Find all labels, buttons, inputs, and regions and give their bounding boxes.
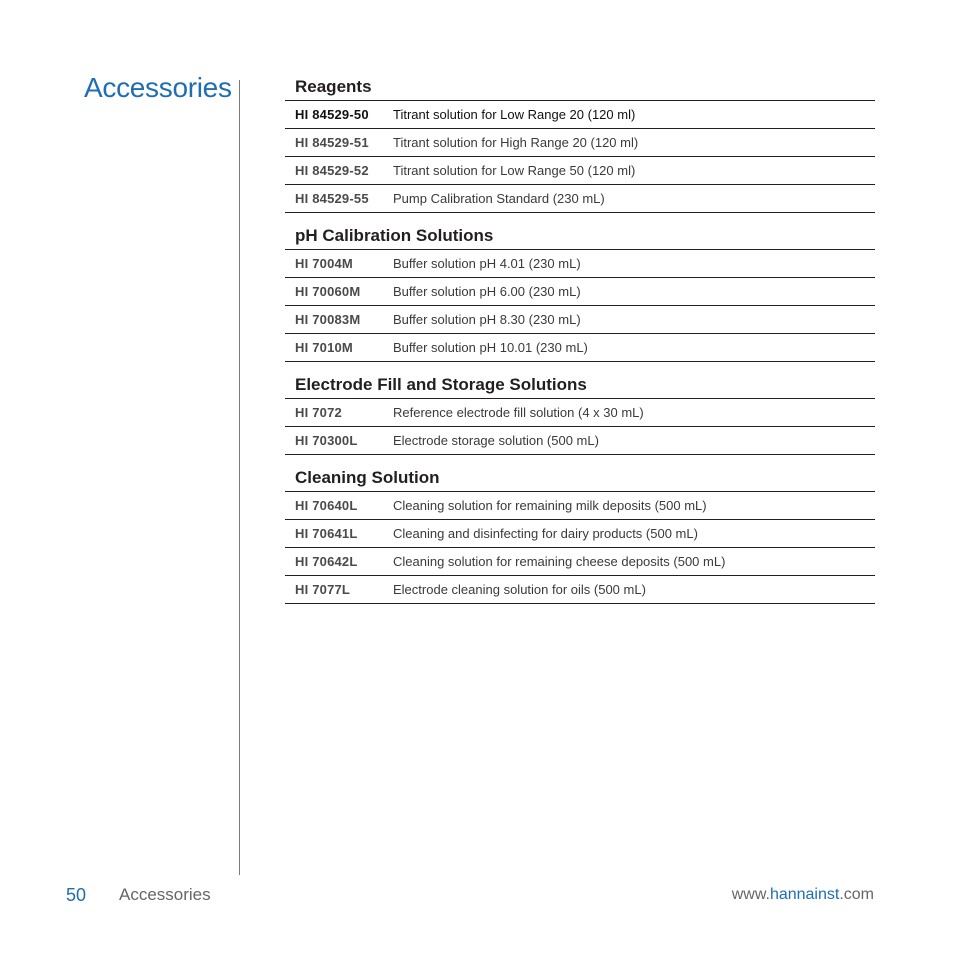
product-code: HI 70641L (295, 526, 358, 541)
product-description: Electrode cleaning solution for oils (500 mL) (393, 582, 646, 597)
section-reagents (285, 76, 875, 213)
section-electrode-fill-storage (285, 374, 875, 455)
product-description: Buffer solution pH 6.00 (230 mL) (393, 284, 581, 299)
table-row (285, 250, 875, 278)
footer-website-link[interactable] (732, 886, 874, 904)
table-row (285, 157, 875, 185)
product-code: HI 70300L (295, 433, 358, 448)
table-row (285, 427, 875, 455)
product-description: Cleaning solution for remaining cheese deposits (500 mL) (393, 554, 726, 569)
table-row (285, 101, 875, 129)
product-description: Electrode storage solution (500 mL) (393, 433, 599, 448)
product-code: HI 7072 (295, 405, 342, 420)
accessories-list (285, 76, 875, 604)
product-description: Reference electrode fill solution (4 x 30 mL) (393, 405, 644, 420)
table-row (285, 548, 875, 576)
section-title: Cleaning Solution (285, 467, 875, 492)
url-suffix: .com (839, 886, 874, 903)
product-code: HI 70640L (295, 498, 358, 513)
product-code: HI 84529-51 (295, 135, 369, 150)
product-code: HI 84529-50 (295, 107, 369, 122)
product-code: HI 7077L (295, 582, 351, 597)
url-brand: hannainst (769, 886, 840, 903)
section-title: Reagents (285, 76, 875, 101)
section-ph-calibration (285, 225, 875, 362)
page-number: 50 (66, 885, 87, 905)
table-row (285, 185, 875, 213)
product-code: HI 70083M (295, 312, 361, 327)
product-description: Cleaning and disinfecting for dairy products (500 mL) (393, 526, 698, 541)
product-description: Pump Calibration Standard (230 mL) (393, 191, 605, 206)
product-code: HI 84529-52 (295, 163, 369, 178)
table-row (285, 520, 875, 548)
product-description: Buffer solution pH 10.01 (230 mL) (393, 340, 588, 355)
footer-section-label: Accessories (119, 885, 211, 904)
product-code: HI 84529-55 (295, 191, 369, 206)
table-row (285, 399, 875, 427)
section-title: Electrode Fill and Storage Solutions (285, 374, 875, 399)
product-description: Titrant solution for High Range 20 (120 ml) (393, 135, 639, 150)
section-title: pH Calibration Solutions (285, 225, 875, 250)
product-code: HI 70642L (295, 554, 358, 569)
product-code: HI 7010M (295, 340, 353, 355)
product-code: HI 70060M (295, 284, 361, 299)
table-row (285, 129, 875, 157)
product-code: HI 7004M (295, 256, 353, 271)
section-cleaning-solution (285, 467, 875, 604)
product-description: Buffer solution pH 4.01 (230 mL) (393, 256, 581, 271)
page-title: Accessories (84, 72, 232, 103)
vertical-divider (239, 80, 240, 875)
product-description: Buffer solution pH 8.30 (230 mL) (393, 312, 581, 327)
table-row (285, 576, 875, 604)
table-row (285, 334, 875, 362)
table-row (285, 278, 875, 306)
table-row (285, 306, 875, 334)
product-description: Titrant solution for Low Range 20 (120 ml) (393, 107, 636, 122)
product-description: Titrant solution for Low Range 50 (120 ml) (393, 163, 636, 178)
table-row (285, 492, 875, 520)
product-description: Cleaning solution for remaining milk deposits (500 mL) (393, 498, 707, 513)
url-prefix: www. (731, 886, 770, 903)
